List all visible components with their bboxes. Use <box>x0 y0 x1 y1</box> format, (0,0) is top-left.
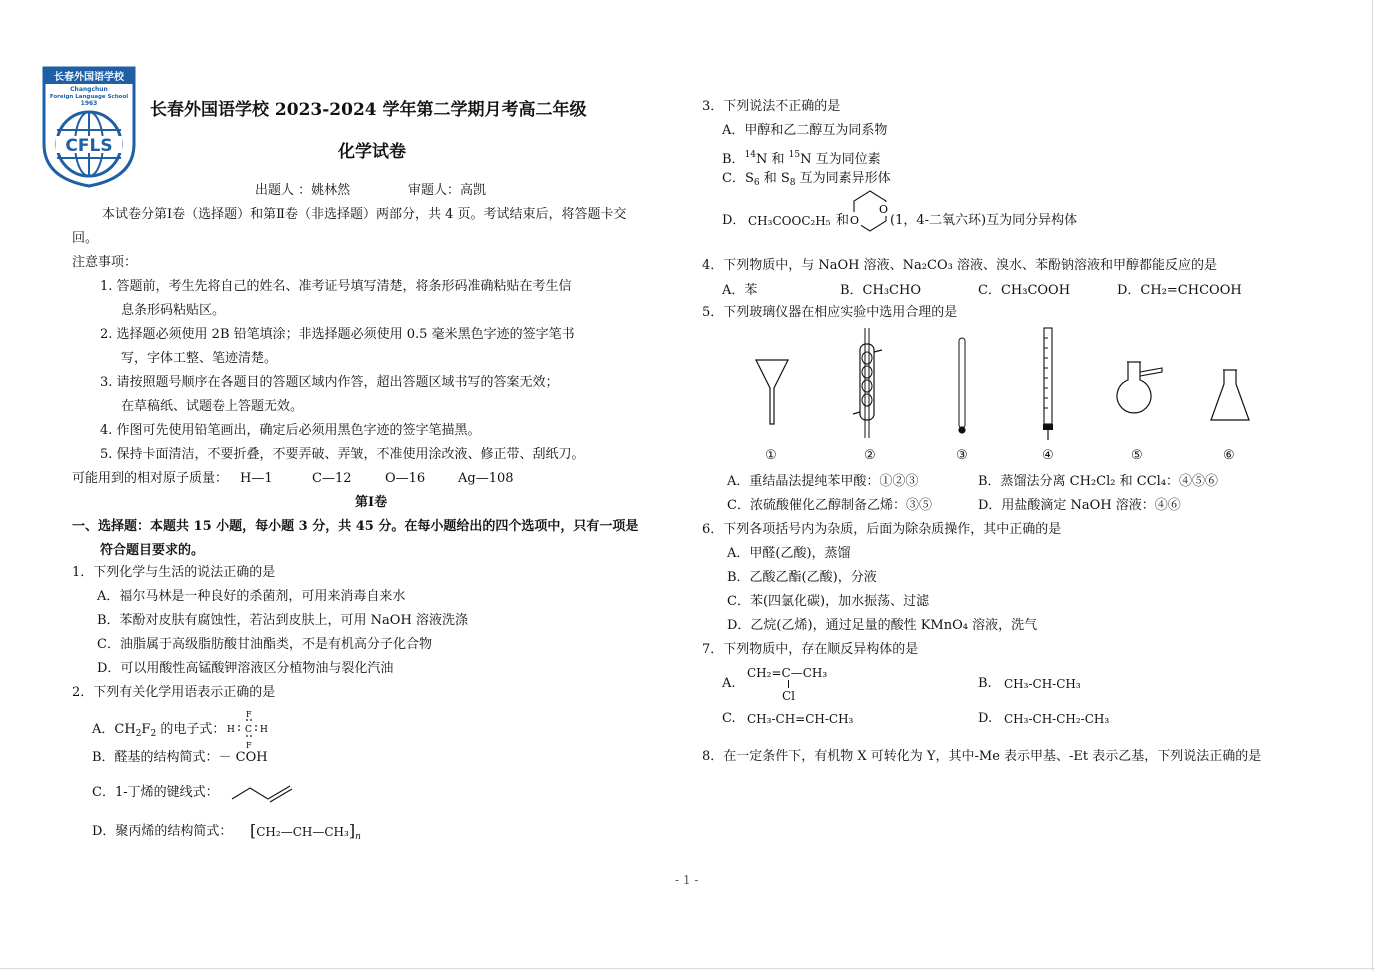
q2-ef-h-right: H <box>260 725 268 735</box>
section-1-title: 第Ⅰ卷 <box>355 495 388 510</box>
notice-2b: 写，字体工整、笔迹清楚。 <box>121 351 278 366</box>
funnel-icon <box>754 326 790 446</box>
q5-option-d: D．用盐酸滴定 NaOH 溶液：④⑥ <box>978 498 1181 513</box>
q3-b-mass1: 14 <box>744 150 757 160</box>
q6-option-b: B．乙酸乙酯(乙酸)，分液 <box>727 570 877 585</box>
q5-option-a: A．重结晶法提纯苯甲酸：①②③ <box>727 474 919 489</box>
notice-1a: 1. 答题前，考生先将自己的姓名、准考证号填写清楚，将条形码准确粘贴在考生信 <box>100 279 572 294</box>
apparatus-label-2: ② <box>864 448 876 463</box>
exam-title: 长春外国语学校 2023-2024 学年第二学期月考高二年级 <box>150 100 587 120</box>
q7-option-a: A. <box>722 676 736 691</box>
q6-stem: 6．下列各项括号内为杂质，后面为除杂质操作，其中正确的是 <box>702 522 1062 537</box>
atomic-c: C—12 <box>312 471 352 486</box>
school-logo <box>42 66 136 188</box>
q1-option-c: C．油脂属于高级脂肪酸甘油酯类，不是有机高分子化合物 <box>97 637 432 652</box>
apparatus-label-6: ⑥ <box>1223 448 1235 463</box>
q8-stem: 8．在一定条件下，有机物 X 可转化为 Y，其中-Me 表示甲基、-Et 表示乙基，下列说法正确的是 <box>702 749 1262 764</box>
q2-option-a <box>92 718 225 746</box>
burette-icon <box>1036 326 1060 446</box>
q2-butene-skeletal <box>230 782 298 804</box>
q3-option-d-label: D． <box>722 213 746 228</box>
logo-top-text: 长春外国语学校 <box>54 72 124 83</box>
atomic-label: 可能用到的相对原子质量： <box>72 471 229 486</box>
q1-stem: 1．下列化学与生活的说法正确的是 <box>72 565 276 580</box>
q1-option-b: B．苯酚对皮肤有腐蚀性，若沾到皮肤上，可用 NaOH 溶液洗涤 <box>97 613 468 628</box>
apparatus-label-3: ③ <box>956 448 968 463</box>
q5-option-b: B．蒸馏法分离 CH₂Cl₂ 和 CCl₄：④⑤⑥ <box>978 474 1219 489</box>
q2-ef-f-bottom: F <box>246 741 252 750</box>
q7-a-cl: Cl <box>782 689 796 703</box>
intro-line2: 回。 <box>72 231 99 246</box>
setter: 出题人 ：姚林然 <box>255 183 351 198</box>
page-right-edge <box>1372 0 1373 971</box>
q7-option-b: B. <box>978 676 992 691</box>
q7-d-formula: CH₃-CH-CH₂-CH₃ <box>1004 712 1110 726</box>
q3-d-post: (1，4-二氧六环)互为同分异构体 <box>890 213 1078 228</box>
q2-a-sub2: 2 <box>150 729 157 739</box>
section-1-instr2: 符合题目要求的。 <box>100 543 205 558</box>
q2-a-mid: F <box>141 722 151 737</box>
q6-option-d: D．乙烷(乙烯)，通过足量的酸性 KMnO₄ 溶液，洗气 <box>727 618 1038 633</box>
q6-option-c: C．苯(四氯化碳)，加水振荡、过滤 <box>727 594 930 609</box>
q3-stem: 3．下列说法不正确的是 <box>702 99 841 114</box>
q4-stem: 4．下列物质中，与 NaOH 溶液、Na₂CO₃ 溶液、溴水、苯酚钠溶液和甲醇都能反应的是 <box>702 258 1217 273</box>
q7-stem: 7．下列物质中，存在顺反异构体的是 <box>702 642 919 657</box>
q7-c-formula: CH₃-CH=CH-CH₃ <box>747 712 854 726</box>
q4-option-b: B．CH₃CHO <box>840 283 921 298</box>
q2-a-pre: A．CH <box>92 722 136 737</box>
notice-title: 注意事项： <box>72 255 138 270</box>
notice-3a: 3. 请按照题号顺序在各题目的答题区域内作答，超出答题区域书写的答案无效； <box>100 375 559 390</box>
q2-ef-h-left: H <box>227 725 235 735</box>
q2-option-c: C．1-丁烯的键线式： <box>92 785 219 800</box>
q2-option-d: D．聚丙烯的结构简式： <box>92 824 233 839</box>
notice-5: 5. 保持卡面清洁，不要折叠，不要弄破、弄皱，不准使用涂改液、修正带、刮纸刀。 <box>100 447 585 462</box>
logo-name-line1: Changchun <box>70 86 108 93</box>
atomic-o: O—16 <box>385 471 426 486</box>
page-number: - 1 - <box>675 873 699 887</box>
q3-dioxane-ring <box>848 188 892 244</box>
q2-option-b: B．醛基的结构简式：－ COH <box>92 750 268 765</box>
q2-a-sub1: 2 <box>135 729 142 739</box>
q3-b-pre: B． <box>722 152 745 167</box>
condenser-icon <box>852 326 888 446</box>
apparatus-label-4: ④ <box>1042 448 1054 463</box>
notice-2a: 2. 选择题必须使用 2B 铅笔填涂；非选择题必须使用 0.5 毫米黑色字迹的签字笔书 <box>100 327 575 342</box>
q3-d-formula: CH₃COOC₂H₅ <box>748 214 831 228</box>
atomic-h: H—1 <box>240 471 273 486</box>
q5-option-c: C．浓硫酸催化乙醇制备乙烯：③⑤ <box>727 498 932 513</box>
thermometer-icon <box>952 326 972 446</box>
q3-c-post: 互为同素异形体 <box>795 171 891 186</box>
q7-option-c: C. <box>722 711 736 726</box>
notice-3b: 在草稿纸、试题卷上答题无效。 <box>121 399 304 414</box>
q3-d-and: 和 <box>836 213 850 228</box>
q3-c-sub1: 6 <box>753 178 760 188</box>
reviewer: 审题人：高凯 <box>408 183 487 198</box>
q2-stem: 2．下列有关化学用语表示正确的是 <box>72 685 276 700</box>
apparatus-label-5: ⑤ <box>1131 448 1143 463</box>
q5-stem: 5．下列玻璃仪器在相应实验中选用合理的是 <box>702 305 958 320</box>
atomic-ag: Ag—108 <box>458 471 514 486</box>
logo-name-line2: Foreign Language School <box>49 94 129 100</box>
distillation-flask-icon <box>1114 326 1168 446</box>
q3-b-e1: N 和 <box>756 152 789 167</box>
q2-electron-formula <box>224 708 272 750</box>
page-bottom-edge <box>0 968 1375 969</box>
q4-option-c: C．CH₃COOH <box>978 283 1071 298</box>
q6-option-a: A．甲醛(乙酸)，蒸馏 <box>727 546 851 561</box>
section-1-instr1: 一、选择题：本题共 15 小题，每小题 3 分，共 45 分。在每小题给出的四个选项中，只有一项是 <box>72 519 639 534</box>
q3-ring-o2: O <box>850 214 860 227</box>
q2-d-polymer: $[CH_2—CH—CH_3]_n$ <box>250 821 361 842</box>
q7-b-formula: CH₃-CH-CH₃ <box>1004 677 1081 691</box>
q3-b-e2: N 互为同位素 <box>800 152 881 167</box>
q7-a-formula: CH₂=C—CH₃ <box>747 666 828 680</box>
q1-option-d: D．可以用酸性高锰酸钾溶液区分植物油与裂化汽油 <box>97 661 394 676</box>
logo-initials: CFLS <box>65 136 113 156</box>
q2-a-post: 的电子式： <box>156 722 226 737</box>
apparatus-label-1: ① <box>765 448 777 463</box>
q3-ring-o1: O <box>879 203 889 216</box>
logo-year: 1963 <box>80 100 98 107</box>
q3-c-sub2: 8 <box>789 178 796 188</box>
q4-option-a: A．苯 <box>722 283 758 298</box>
intro-line1: 本试卷分第Ⅰ卷（选择题）和第Ⅱ卷（非选择题）两部分，共 4 页。考试结束后，将答题卡交 <box>102 207 627 222</box>
q2-ef-f-top: F <box>246 710 252 719</box>
conical-flask-icon <box>1208 326 1252 446</box>
q3-option-a: A．甲醇和乙二醇互为同系物 <box>722 123 888 138</box>
q3-c-pre: C．S <box>722 171 754 186</box>
q2-d-formula: CH₂—CH—CH₃ <box>256 825 349 839</box>
notice-4: 4. 作图可先使用铅笔画出，确定后必须用黑色字迹的签字笔描黑。 <box>100 423 481 438</box>
q1-option-a: A．福尔马林是一种良好的杀菌剂，可用来消毒自来水 <box>97 589 406 604</box>
notice-1b: 息条形码粘贴区。 <box>121 303 226 318</box>
q7-option-d: D. <box>978 711 993 726</box>
q2-ef-c: C <box>245 725 252 735</box>
q3-c-mid: 和 S <box>759 171 790 186</box>
q3-b-mass2: 15 <box>788 150 801 160</box>
exam-subtitle: 化学试卷 <box>338 142 406 162</box>
q2-d-n: n <box>355 832 361 842</box>
q4-option-d: D．CH₂=CHCOOH <box>1117 283 1242 298</box>
